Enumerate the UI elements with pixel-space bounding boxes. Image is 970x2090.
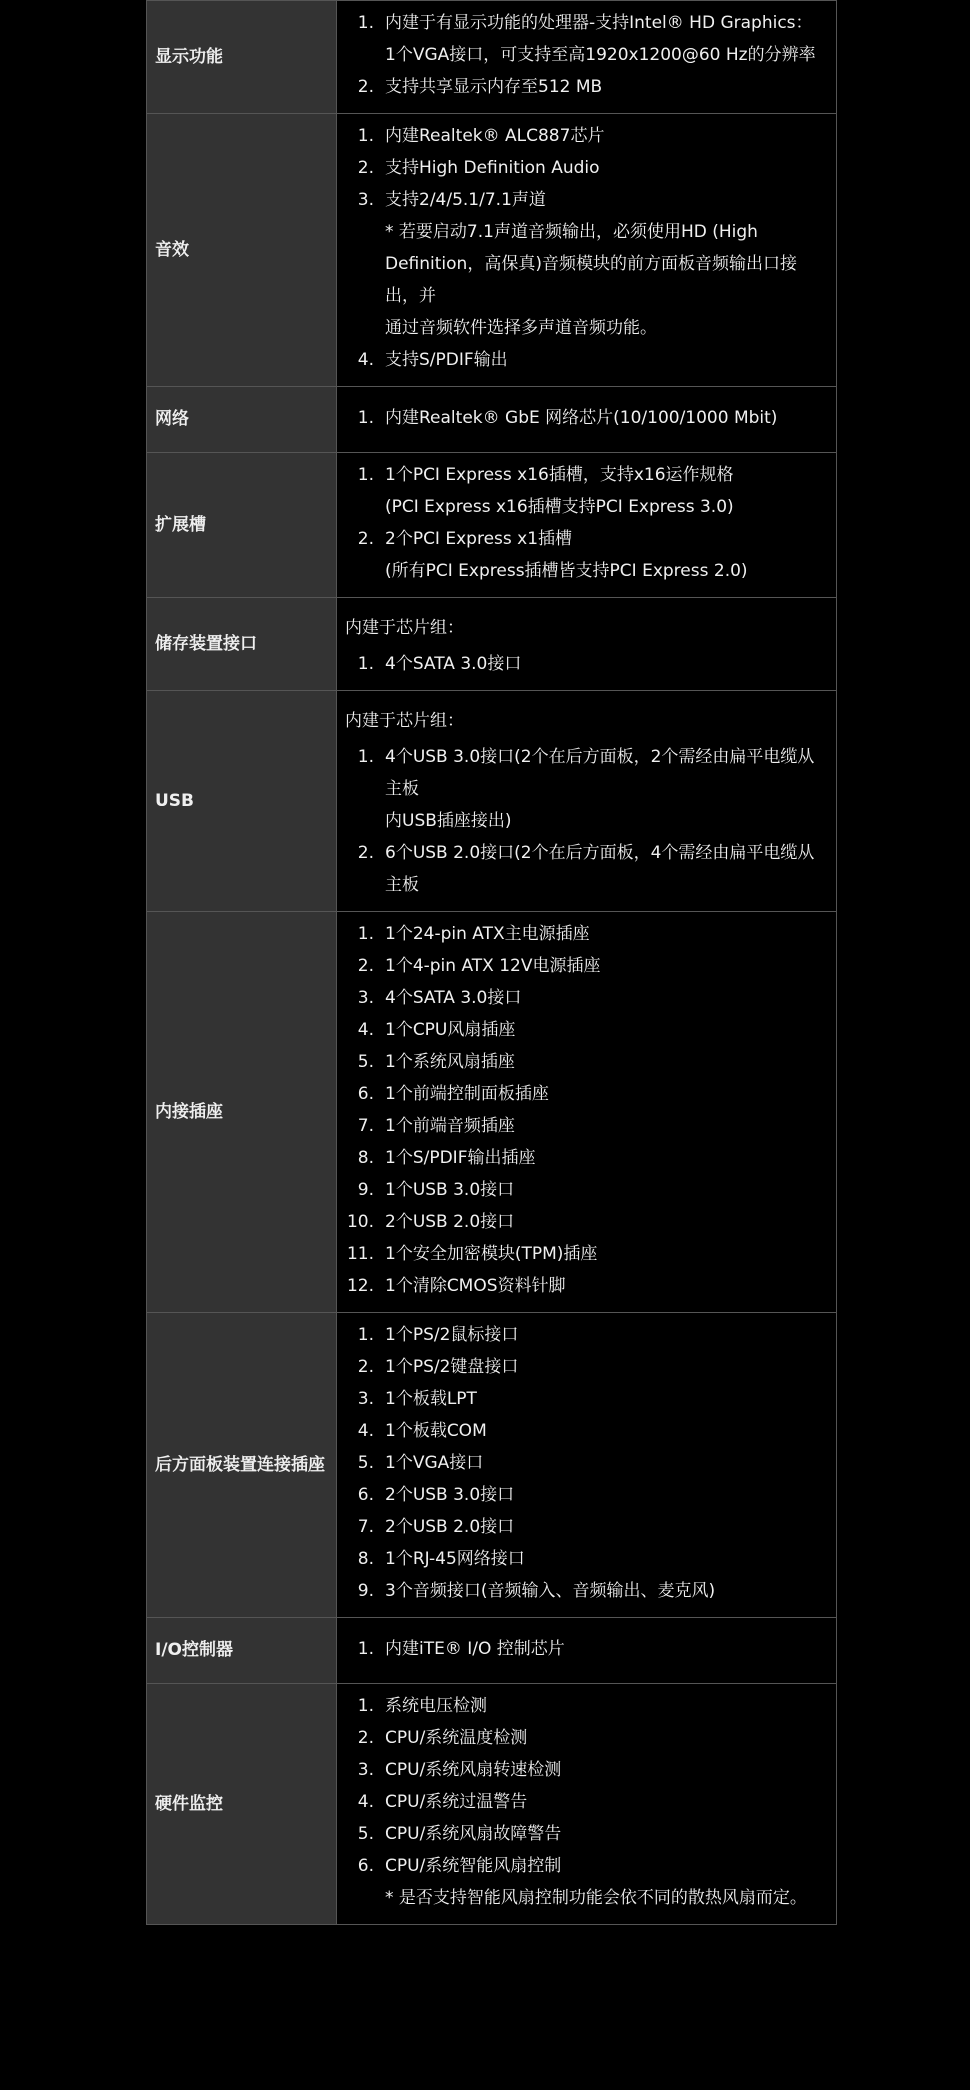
list-item-line: 内建Realtek® GbE 网络芯片(10/100/1000 Mbit) [385,407,778,428]
list-item [345,1479,828,1511]
list-item [345,523,828,587]
list-item-line: 2个USB 3.0接口 [385,1485,515,1505]
list-item [345,1690,828,1722]
list-item [345,1206,828,1238]
list-item-number: 2. [357,158,374,178]
list-item-line: CPU/系统风扇转速检测 [385,1760,562,1780]
spec-list [345,7,828,103]
spec-value [337,912,837,1313]
spec-value [337,453,837,598]
list-item-line: 1个USB 3.0接口 [385,1180,515,1200]
spec-row [147,598,837,691]
list-item [345,741,828,837]
list-item-number: 3. [357,190,374,210]
list-item-number: 4. [357,1421,374,1441]
list-item-number: 1. [357,126,374,146]
list-item [345,344,828,376]
list-item [345,1633,828,1665]
list-item-line: 1个安全加密模块(TPM)插座 [385,1244,598,1264]
list-item-number: 1. [357,465,374,485]
spec-value [337,1618,837,1684]
list-item [345,1014,828,1046]
list-item [345,950,828,982]
spec-list [345,120,828,376]
list-item-line: 系统电压检测 [385,1696,487,1716]
list-item-line: 1个VGA接口，可支持至高1920x1200@60 Hz的分辨率 [385,45,816,65]
spec-value [337,387,837,453]
list-item-line: 内建于有显示功能的处理器-支持Intel® HD Graphics： [385,13,813,33]
spec-row [147,1684,837,1925]
spec-table-body [147,1,837,1925]
list-item-number: 4. [357,350,374,370]
list-item-line: 6个USB 2.0接口(2个在后方面板，4个需经由扁平电缆从主板 [385,843,815,895]
list-item-number: 1. [357,1696,374,1716]
list-item-line: 1个前端控制面板插座 [385,1084,549,1104]
spec-list [345,918,828,1302]
spec-intro: 内建于芯片组： [345,711,464,731]
list-item-number: 2. [357,1728,374,1748]
list-item [345,1447,828,1479]
list-item [345,1383,828,1415]
list-item-line: 2个USB 2.0接口 [385,1212,515,1232]
list-item-number: 3. [357,1389,374,1409]
spec-row [147,912,837,1313]
spec-list [345,459,828,587]
list-item-line: Definition，高保真)音频模块的前方面板音频输出口接出，并 [385,254,797,306]
list-item-number: 6. [357,1084,374,1104]
spec-label: I/O控制器 [147,1618,337,1684]
spec-row [147,1618,837,1684]
list-item-line: 1个板载LPT [385,1389,477,1409]
list-item-line: 1个PS/2鼠标接口 [385,1325,519,1345]
list-item-line: 支持S/PDIF输出 [385,350,508,370]
list-item-line: CPU/系统过温警告 [385,1792,528,1812]
list-item-line: 支持共享显示内存至512 MB [385,77,603,97]
list-item-number: 10. [346,1212,374,1232]
list-item-number: 2. [357,529,374,549]
spec-value [337,1,837,114]
list-item-line: * 若要启动7.1声道音频输出，必须使用HD (High [385,222,758,242]
list-item-number: 1. [357,747,374,767]
list-item [345,1238,828,1270]
spec-value [337,114,837,387]
list-item [345,402,828,434]
list-item [345,1575,828,1607]
spec-intro: 内建于芯片组： [345,618,464,638]
spec-label: 网络 [147,387,337,453]
list-item [345,1046,828,1078]
list-item-number: 1. [357,654,374,674]
list-item-line: 内建Realtek® ALC887芯片 [385,126,605,146]
list-item-number: 9. [357,1581,374,1601]
list-item-line: (所有PCI Express插槽皆支持PCI Express 2.0) [385,561,748,581]
list-item-number: 12. [346,1276,374,1296]
list-item-line: 内USB插座接出) [385,811,512,831]
list-item [345,71,828,103]
list-item [345,1850,828,1882]
list-item-number: 11. [346,1244,374,1264]
spec-label: 显示功能 [147,1,337,114]
spec-label: USB [147,691,337,912]
list-item [345,1511,828,1543]
list-item-line: 2个PCI Express x1插槽 [385,529,573,549]
list-item [345,648,828,680]
list-item-line: 3个音频接口(音频输入、音频输出、麦克风) [385,1581,716,1601]
list-item-number: 7. [357,1517,374,1537]
list-item-line: CPU/系统智能风扇控制 [385,1856,562,1876]
list-item [345,1351,828,1383]
spec-label: 扩展槽 [147,453,337,598]
list-item-number: 7. [357,1116,374,1136]
list-item-line: 1个4-pin ATX 12V电源插座 [385,956,601,976]
list-item-number: 6. [357,1856,374,1876]
list-item-line: 1个CPU风扇插座 [385,1020,516,1040]
list-item-number: 2. [357,1357,374,1377]
list-item [345,1543,828,1575]
list-item [345,120,828,152]
list-item-line: 1个系统风扇插座 [385,1052,515,1072]
list-item [345,918,828,950]
list-item [345,7,828,71]
list-item [345,837,828,901]
list-item [345,982,828,1014]
list-item-line: CPU/系统风扇故障警告 [385,1824,562,1844]
list-item-line: 4个SATA 3.0接口 [385,654,522,674]
spec-value [337,1684,837,1925]
list-item-number: 9. [357,1180,374,1200]
list-item [345,1722,828,1754]
list-item [345,1415,828,1447]
list-item-number: 4. [357,1792,374,1812]
list-item-line: 4个SATA 3.0接口 [385,988,522,1008]
list-item-number: 2. [357,956,374,976]
list-item-line: 1个S/PDIF输出插座 [385,1148,536,1168]
list-item [345,1786,828,1818]
spec-list [345,1633,828,1665]
list-item [345,1818,828,1850]
list-item [345,1142,828,1174]
list-item-number: 1. [357,1325,374,1345]
spec-label: 储存装置接口 [147,598,337,691]
spec-list [345,648,828,680]
list-item-number: 1. [357,1638,374,1659]
list-item [345,184,828,344]
list-item-line: 支持2/4/5.1/7.1声道 [385,190,546,210]
spec-row [147,691,837,912]
spec-label: 后方面板装置连接插座 [147,1313,337,1618]
list-item-line: 1个VGA接口 [385,1453,484,1473]
spec-note: * 是否支持智能风扇控制功能会依不同的散热风扇而定。 [385,1888,807,1908]
list-item-number: 1. [357,924,374,944]
spec-row [147,453,837,598]
list-item-line: CPU/系统温度检测 [385,1728,528,1748]
list-item-number: 8. [357,1148,374,1168]
list-item-line: 1个前端音频插座 [385,1116,515,1136]
list-item-number: 6. [357,1485,374,1505]
list-item-line: 1个PS/2键盘接口 [385,1357,519,1377]
list-item-line: 1个清除CMOS资料针脚 [385,1276,566,1296]
spec-list [345,1319,828,1607]
list-item-number: 1. [357,13,374,33]
list-item-number: 2. [357,77,374,97]
list-item [345,459,828,523]
spec-row [147,387,837,453]
spec-label: 内接插座 [147,912,337,1313]
list-item-line: 通过音频软件选择多声道音频功能。 [385,318,657,338]
list-item-number: 3. [357,988,374,1008]
list-item-line: 1个RJ-45网络接口 [385,1549,525,1569]
list-item [345,1270,828,1302]
spec-row [147,1313,837,1618]
spec-list [345,1690,828,1882]
list-item [345,1110,828,1142]
list-item-number: 5. [357,1052,374,1072]
list-item [345,1754,828,1786]
spec-label: 硬件监控 [147,1684,337,1925]
list-item [345,1319,828,1351]
list-item [345,1174,828,1206]
list-item-line: 内建iTE® I/O 控制芯片 [385,1638,565,1659]
list-item-line: (PCI Express x16插槽支持PCI Express 3.0) [385,497,734,517]
spec-row [147,114,837,387]
spec-value [337,598,837,691]
list-item-number: 5. [357,1453,374,1473]
list-item-number: 4. [357,1020,374,1040]
list-item-line: 1个24-pin ATX主电源插座 [385,924,590,944]
spec-list [345,402,828,434]
list-item-line: 1个PCI Express x16插槽，支持x16运作规格 [385,465,734,485]
spec-list [345,741,828,901]
spec-label: 音效 [147,114,337,387]
list-item-line: 4个USB 3.0接口(2个在后方面板，2个需经由扁平电缆从主板 [385,747,815,799]
spec-row [147,1,837,114]
list-item-number: 8. [357,1549,374,1569]
spec-value [337,1313,837,1618]
list-item-line: 支持High Definition Audio [385,158,600,178]
list-item-number: 2. [357,843,374,863]
list-item-number: 1. [357,407,374,428]
spec-value [337,691,837,912]
list-item-number: 5. [357,1824,374,1844]
list-item-line: 2个USB 2.0接口 [385,1517,515,1537]
list-item [345,1078,828,1110]
list-item-line: 1个板载COM [385,1421,487,1441]
list-item-number: 3. [357,1760,374,1780]
spec-table [146,0,837,1925]
list-item [345,152,828,184]
